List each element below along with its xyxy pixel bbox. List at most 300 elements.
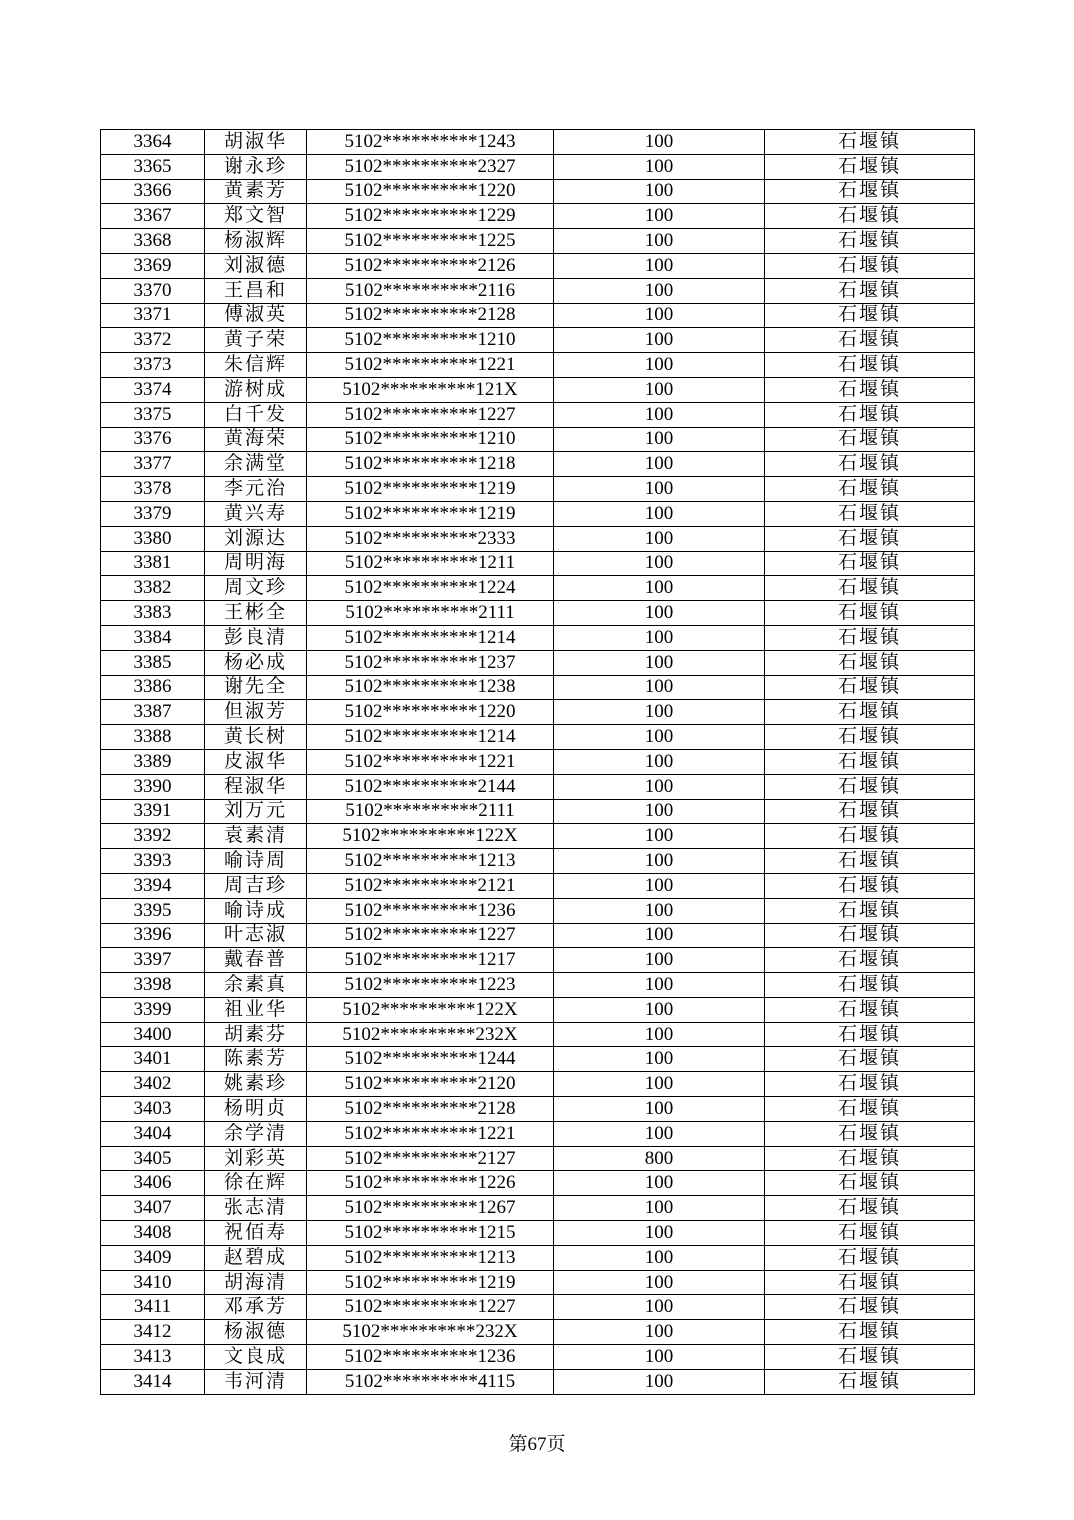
- id-number-cell: 5102**********2120: [307, 1072, 554, 1097]
- town-cell: 石堰镇: [765, 799, 975, 824]
- id-number-cell: 5102**********1211: [307, 551, 554, 576]
- town-cell: 石堰镇: [765, 1345, 975, 1370]
- serial-number-cell: 3366: [101, 179, 205, 204]
- table-row: [101, 253, 975, 278]
- serial-number-cell: 3373: [101, 353, 205, 378]
- serial-number-cell: 3406: [101, 1171, 205, 1196]
- amount-cell: 100: [554, 278, 765, 303]
- amount-cell: 100: [554, 749, 765, 774]
- id-number-cell: 5102**********1219: [307, 1270, 554, 1295]
- table-row: [101, 353, 975, 378]
- serial-number-cell: 3410: [101, 1270, 205, 1295]
- name-cell: 傅淑英: [205, 303, 307, 328]
- table-row: [101, 774, 975, 799]
- name-cell: 陈素芳: [205, 1047, 307, 1072]
- amount-cell: 100: [554, 799, 765, 824]
- town-cell: 石堰镇: [765, 601, 975, 626]
- name-cell: 徐在辉: [205, 1171, 307, 1196]
- town-cell: 石堰镇: [765, 1146, 975, 1171]
- amount-cell: 100: [554, 526, 765, 551]
- serial-number-cell: 3367: [101, 204, 205, 229]
- serial-number-cell: 3371: [101, 303, 205, 328]
- name-cell: 喻诗成: [205, 898, 307, 923]
- name-cell: 韦河清: [205, 1369, 307, 1394]
- name-cell: 邓承芳: [205, 1295, 307, 1320]
- table-row: [101, 1295, 975, 1320]
- serial-number-cell: 3397: [101, 948, 205, 973]
- amount-cell: 100: [554, 774, 765, 799]
- serial-number-cell: 3395: [101, 898, 205, 923]
- town-cell: 石堰镇: [765, 675, 975, 700]
- town-cell: 石堰镇: [765, 824, 975, 849]
- amount-cell: 100: [554, 1171, 765, 1196]
- name-cell: 胡素芬: [205, 1022, 307, 1047]
- name-cell: 杨淑辉: [205, 229, 307, 254]
- id-number-cell: 5102**********1210: [307, 427, 554, 452]
- id-number-cell: 5102**********1219: [307, 501, 554, 526]
- amount-cell: 100: [554, 353, 765, 378]
- id-number-cell: 5102**********1227: [307, 402, 554, 427]
- amount-cell: 100: [554, 1097, 765, 1122]
- name-cell: 刘彩英: [205, 1146, 307, 1171]
- town-cell: 石堰镇: [765, 650, 975, 675]
- town-cell: 石堰镇: [765, 204, 975, 229]
- serial-number-cell: 3390: [101, 774, 205, 799]
- serial-number-cell: 3379: [101, 501, 205, 526]
- serial-number-cell: 3414: [101, 1369, 205, 1394]
- serial-number-cell: 3369: [101, 253, 205, 278]
- town-cell: 石堰镇: [765, 229, 975, 254]
- serial-number-cell: 3405: [101, 1146, 205, 1171]
- serial-number-cell: 3374: [101, 377, 205, 402]
- amount-cell: 100: [554, 477, 765, 502]
- amount-cell: 100: [554, 997, 765, 1022]
- table-row: [101, 948, 975, 973]
- id-number-cell: 5102**********1227: [307, 923, 554, 948]
- amount-cell: 100: [554, 1270, 765, 1295]
- id-number-cell: 5102**********1219: [307, 477, 554, 502]
- serial-number-cell: 3393: [101, 849, 205, 874]
- serial-number-cell: 3402: [101, 1072, 205, 1097]
- id-number-cell: 5102**********2111: [307, 799, 554, 824]
- table-row: [101, 526, 975, 551]
- table-row: [101, 898, 975, 923]
- name-cell: 谢永珍: [205, 154, 307, 179]
- amount-cell: 100: [554, 377, 765, 402]
- amount-cell: 100: [554, 154, 765, 179]
- id-number-cell: 5102**********1229: [307, 204, 554, 229]
- table-row: [101, 1047, 975, 1072]
- serial-number-cell: 3386: [101, 675, 205, 700]
- amount-cell: 100: [554, 229, 765, 254]
- amount-cell: 100: [554, 130, 765, 155]
- town-cell: 石堰镇: [765, 1245, 975, 1270]
- id-number-cell: 5102**********2126: [307, 253, 554, 278]
- town-cell: 石堰镇: [765, 725, 975, 750]
- town-cell: 石堰镇: [765, 377, 975, 402]
- town-cell: 石堰镇: [765, 154, 975, 179]
- amount-cell: 100: [554, 898, 765, 923]
- table-row: [101, 873, 975, 898]
- serial-number-cell: 3412: [101, 1320, 205, 1345]
- serial-number-cell: 3384: [101, 625, 205, 650]
- table-row: [101, 1146, 975, 1171]
- name-cell: 朱信辉: [205, 353, 307, 378]
- table-row: [101, 1022, 975, 1047]
- serial-number-cell: 3394: [101, 873, 205, 898]
- amount-cell: 100: [554, 253, 765, 278]
- table-row: [101, 551, 975, 576]
- id-number-cell: 5102**********1217: [307, 948, 554, 973]
- table-row: [101, 452, 975, 477]
- serial-number-cell: 3372: [101, 328, 205, 353]
- serial-number-cell: 3407: [101, 1196, 205, 1221]
- amount-cell: 100: [554, 551, 765, 576]
- table-row: [101, 1369, 975, 1394]
- amount-cell: 100: [554, 824, 765, 849]
- id-number-cell: 5102**********232X: [307, 1320, 554, 1345]
- town-cell: 石堰镇: [765, 576, 975, 601]
- town-cell: 石堰镇: [765, 873, 975, 898]
- name-cell: 黄兴寿: [205, 501, 307, 526]
- name-cell: 程淑华: [205, 774, 307, 799]
- amount-cell: 100: [554, 1121, 765, 1146]
- table-row: [101, 328, 975, 353]
- id-number-cell: 5102**********2116: [307, 278, 554, 303]
- serial-number-cell: 3392: [101, 824, 205, 849]
- amount-cell: 100: [554, 725, 765, 750]
- table-row: [101, 1270, 975, 1295]
- id-number-cell: 5102**********1227: [307, 1295, 554, 1320]
- town-cell: 石堰镇: [765, 452, 975, 477]
- name-cell: 黄素芳: [205, 179, 307, 204]
- amount-cell: 100: [554, 923, 765, 948]
- roster-table: [100, 129, 975, 1395]
- name-cell: 赵碧成: [205, 1245, 307, 1270]
- id-number-cell: 5102**********1210: [307, 328, 554, 353]
- name-cell: 胡海清: [205, 1270, 307, 1295]
- amount-cell: 100: [554, 427, 765, 452]
- name-cell: 李元治: [205, 477, 307, 502]
- table-row: [101, 923, 975, 948]
- id-number-cell: 5102**********1214: [307, 725, 554, 750]
- name-cell: 周明海: [205, 551, 307, 576]
- id-number-cell: 5102**********2127: [307, 1146, 554, 1171]
- amount-cell: 100: [554, 328, 765, 353]
- amount-cell: 100: [554, 1320, 765, 1345]
- town-cell: 石堰镇: [765, 625, 975, 650]
- table-row: [101, 1097, 975, 1122]
- amount-cell: 100: [554, 849, 765, 874]
- serial-number-cell: 3381: [101, 551, 205, 576]
- town-cell: 石堰镇: [765, 997, 975, 1022]
- town-cell: 石堰镇: [765, 328, 975, 353]
- town-cell: 石堰镇: [765, 253, 975, 278]
- name-cell: 戴春普: [205, 948, 307, 973]
- id-number-cell: 5102**********4115: [307, 1369, 554, 1394]
- id-number-cell: 5102**********1223: [307, 973, 554, 998]
- name-cell: 叶志淑: [205, 923, 307, 948]
- town-cell: 石堰镇: [765, 501, 975, 526]
- table-row: [101, 501, 975, 526]
- id-number-cell: 5102**********1221: [307, 749, 554, 774]
- town-cell: 石堰镇: [765, 353, 975, 378]
- amount-cell: 100: [554, 501, 765, 526]
- serial-number-cell: 3387: [101, 700, 205, 725]
- amount-cell: 100: [554, 973, 765, 998]
- table-row: [101, 576, 975, 601]
- id-number-cell: 5102**********1214: [307, 625, 554, 650]
- town-cell: 石堰镇: [765, 898, 975, 923]
- table-row: [101, 1121, 975, 1146]
- id-number-cell: 5102**********121X: [307, 377, 554, 402]
- town-cell: 石堰镇: [765, 1196, 975, 1221]
- table-row: [101, 1171, 975, 1196]
- table-row: [101, 973, 975, 998]
- amount-cell: 100: [554, 576, 765, 601]
- serial-number-cell: 3378: [101, 477, 205, 502]
- amount-cell: 100: [554, 1295, 765, 1320]
- name-cell: 但淑芳: [205, 700, 307, 725]
- serial-number-cell: 3408: [101, 1221, 205, 1246]
- id-number-cell: 5102**********2111: [307, 601, 554, 626]
- town-cell: 石堰镇: [765, 1047, 975, 1072]
- town-cell: 石堰镇: [765, 1022, 975, 1047]
- amount-cell: 100: [554, 1196, 765, 1221]
- town-cell: 石堰镇: [765, 427, 975, 452]
- table-row: [101, 824, 975, 849]
- id-number-cell: 5102**********1236: [307, 898, 554, 923]
- serial-number-cell: 3400: [101, 1022, 205, 1047]
- amount-cell: 100: [554, 1072, 765, 1097]
- name-cell: 谢先全: [205, 675, 307, 700]
- amount-cell: 100: [554, 700, 765, 725]
- serial-number-cell: 3389: [101, 749, 205, 774]
- table-row: [101, 749, 975, 774]
- table-row: [101, 1196, 975, 1221]
- town-cell: 石堰镇: [765, 749, 975, 774]
- name-cell: 杨明贞: [205, 1097, 307, 1122]
- id-number-cell: 5102**********1220: [307, 700, 554, 725]
- amount-cell: 100: [554, 204, 765, 229]
- table-row: [101, 700, 975, 725]
- amount-cell: 100: [554, 1022, 765, 1047]
- serial-number-cell: 3376: [101, 427, 205, 452]
- name-cell: 黄子荣: [205, 328, 307, 353]
- town-cell: 石堰镇: [765, 1369, 975, 1394]
- table-row: [101, 477, 975, 502]
- id-number-cell: 5102**********1218: [307, 452, 554, 477]
- name-cell: 黄长树: [205, 725, 307, 750]
- name-cell: 余学清: [205, 1121, 307, 1146]
- town-cell: 石堰镇: [765, 526, 975, 551]
- table-row: [101, 204, 975, 229]
- id-number-cell: 5102**********1238: [307, 675, 554, 700]
- serial-number-cell: 3377: [101, 452, 205, 477]
- name-cell: 刘源达: [205, 526, 307, 551]
- town-cell: 石堰镇: [765, 551, 975, 576]
- town-cell: 石堰镇: [765, 774, 975, 799]
- table-row: [101, 1345, 975, 1370]
- id-number-cell: 5102**********1244: [307, 1047, 554, 1072]
- id-number-cell: 5102**********1243: [307, 130, 554, 155]
- serial-number-cell: 3399: [101, 997, 205, 1022]
- serial-number-cell: 3368: [101, 229, 205, 254]
- name-cell: 周吉珍: [205, 873, 307, 898]
- amount-cell: 800: [554, 1146, 765, 1171]
- table-row: [101, 725, 975, 750]
- amount-cell: 100: [554, 1245, 765, 1270]
- id-number-cell: 5102**********1237: [307, 650, 554, 675]
- table-row: [101, 1245, 975, 1270]
- name-cell: 皮淑华: [205, 749, 307, 774]
- town-cell: 石堰镇: [765, 1171, 975, 1196]
- table-row: [101, 650, 975, 675]
- name-cell: 白千发: [205, 402, 307, 427]
- serial-number-cell: 3364: [101, 130, 205, 155]
- town-cell: 石堰镇: [765, 849, 975, 874]
- serial-number-cell: 3411: [101, 1295, 205, 1320]
- id-number-cell: 5102**********122X: [307, 824, 554, 849]
- name-cell: 余满堂: [205, 452, 307, 477]
- name-cell: 游树成: [205, 377, 307, 402]
- id-number-cell: 5102**********1220: [307, 179, 554, 204]
- name-cell: 张志清: [205, 1196, 307, 1221]
- id-number-cell: 5102**********1215: [307, 1221, 554, 1246]
- name-cell: 袁素清: [205, 824, 307, 849]
- town-cell: 石堰镇: [765, 923, 975, 948]
- serial-number-cell: 3380: [101, 526, 205, 551]
- town-cell: 石堰镇: [765, 477, 975, 502]
- serial-number-cell: 3398: [101, 973, 205, 998]
- name-cell: 文良成: [205, 1345, 307, 1370]
- roster-table-body: [101, 130, 975, 1395]
- name-cell: 黄海荣: [205, 427, 307, 452]
- name-cell: 祖业华: [205, 997, 307, 1022]
- id-number-cell: 5102**********1213: [307, 1245, 554, 1270]
- serial-number-cell: 3396: [101, 923, 205, 948]
- id-number-cell: 5102**********122X: [307, 997, 554, 1022]
- table-row: [101, 402, 975, 427]
- amount-cell: 100: [554, 179, 765, 204]
- table-row: [101, 625, 975, 650]
- id-number-cell: 5102**********2121: [307, 873, 554, 898]
- serial-number-cell: 3370: [101, 278, 205, 303]
- town-cell: 石堰镇: [765, 278, 975, 303]
- town-cell: 石堰镇: [765, 1270, 975, 1295]
- name-cell: 郑文智: [205, 204, 307, 229]
- town-cell: 石堰镇: [765, 1320, 975, 1345]
- serial-number-cell: 3383: [101, 601, 205, 626]
- town-cell: 石堰镇: [765, 973, 975, 998]
- table-row: [101, 427, 975, 452]
- town-cell: 石堰镇: [765, 179, 975, 204]
- town-cell: 石堰镇: [765, 402, 975, 427]
- name-cell: 刘淑德: [205, 253, 307, 278]
- name-cell: 祝佰寿: [205, 1221, 307, 1246]
- serial-number-cell: 3409: [101, 1245, 205, 1270]
- town-cell: 石堰镇: [765, 1072, 975, 1097]
- serial-number-cell: 3413: [101, 1345, 205, 1370]
- table-row: [101, 278, 975, 303]
- serial-number-cell: 3385: [101, 650, 205, 675]
- table-row: [101, 1072, 975, 1097]
- name-cell: 余素真: [205, 973, 307, 998]
- id-number-cell: 5102**********1236: [307, 1345, 554, 1370]
- table-row: [101, 179, 975, 204]
- amount-cell: 100: [554, 873, 765, 898]
- town-cell: 石堰镇: [765, 1295, 975, 1320]
- town-cell: 石堰镇: [765, 1097, 975, 1122]
- serial-number-cell: 3403: [101, 1097, 205, 1122]
- table-row: [101, 303, 975, 328]
- amount-cell: 100: [554, 402, 765, 427]
- serial-number-cell: 3401: [101, 1047, 205, 1072]
- serial-number-cell: 3365: [101, 154, 205, 179]
- id-number-cell: 5102**********2128: [307, 303, 554, 328]
- serial-number-cell: 3382: [101, 576, 205, 601]
- name-cell: 王彬全: [205, 601, 307, 626]
- amount-cell: 100: [554, 625, 765, 650]
- town-cell: 石堰镇: [765, 1121, 975, 1146]
- amount-cell: 100: [554, 1047, 765, 1072]
- serial-number-cell: 3375: [101, 402, 205, 427]
- name-cell: 杨淑德: [205, 1320, 307, 1345]
- serial-number-cell: 3388: [101, 725, 205, 750]
- amount-cell: 100: [554, 650, 765, 675]
- id-number-cell: 5102**********2144: [307, 774, 554, 799]
- amount-cell: 100: [554, 452, 765, 477]
- name-cell: 刘万元: [205, 799, 307, 824]
- table-row: [101, 799, 975, 824]
- name-cell: 彭良清: [205, 625, 307, 650]
- serial-number-cell: 3391: [101, 799, 205, 824]
- amount-cell: 100: [554, 1345, 765, 1370]
- amount-cell: 100: [554, 1221, 765, 1246]
- table-row: [101, 675, 975, 700]
- id-number-cell: 5102**********1224: [307, 576, 554, 601]
- name-cell: 胡淑华: [205, 130, 307, 155]
- amount-cell: 100: [554, 601, 765, 626]
- name-cell: 姚素珍: [205, 1072, 307, 1097]
- table-row: [101, 997, 975, 1022]
- amount-cell: 100: [554, 1369, 765, 1394]
- id-number-cell: 5102**********2327: [307, 154, 554, 179]
- id-number-cell: 5102**********1221: [307, 1121, 554, 1146]
- table-row: [101, 849, 975, 874]
- town-cell: 石堰镇: [765, 1221, 975, 1246]
- table-row: [101, 154, 975, 179]
- name-cell: 喻诗周: [205, 849, 307, 874]
- id-number-cell: 5102**********1213: [307, 849, 554, 874]
- id-number-cell: 5102**********1221: [307, 353, 554, 378]
- amount-cell: 100: [554, 675, 765, 700]
- table-row: [101, 229, 975, 254]
- town-cell: 石堰镇: [765, 130, 975, 155]
- name-cell: 王昌和: [205, 278, 307, 303]
- amount-cell: 100: [554, 303, 765, 328]
- table-row: [101, 601, 975, 626]
- table-row: [101, 130, 975, 155]
- id-number-cell: 5102**********1267: [307, 1196, 554, 1221]
- id-number-cell: 5102**********1226: [307, 1171, 554, 1196]
- serial-number-cell: 3404: [101, 1121, 205, 1146]
- id-number-cell: 5102**********2333: [307, 526, 554, 551]
- table-row: [101, 1221, 975, 1246]
- table-row: [101, 1320, 975, 1345]
- page-number: 第67页: [508, 1434, 566, 1455]
- town-cell: 石堰镇: [765, 948, 975, 973]
